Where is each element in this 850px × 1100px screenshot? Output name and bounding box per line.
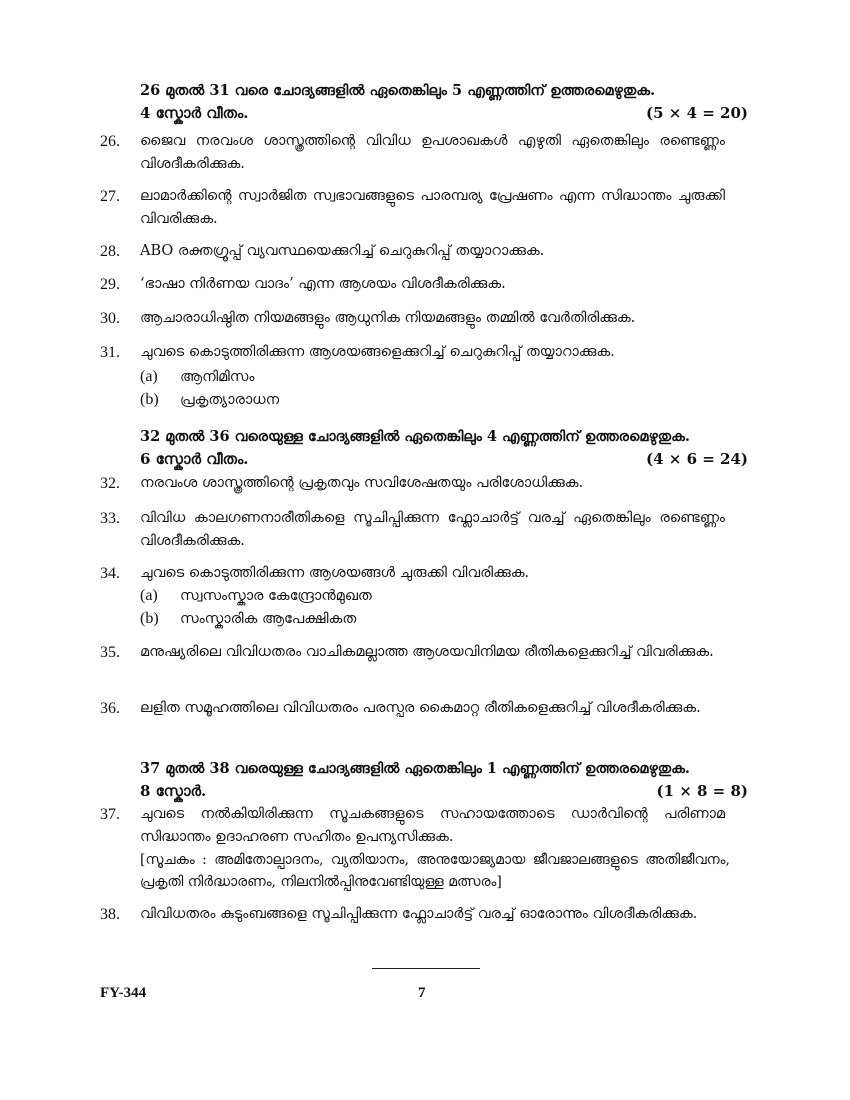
- section-2-instruction: 32 മുതൽ 36 വരെയുള്ള ചോദ്യങ്ങളിൽ ഏതെങ്കിലും 4 എണ്ണത്തിന് ഉത്തരമെഴുതുക.: [140, 428, 690, 445]
- sub-item-b: [140, 389, 700, 411]
- question-text: ജൈവ നരവംശ ശാസ്ത്രത്തിന്റെ വിവിധ ഉപശാഖകൾ എഴുതി ഏതെങ്കിലും രണ്ടെണ്ണം വിശദീകരിക്കുക.: [140, 133, 725, 172]
- question-number: 33.: [100, 510, 120, 527]
- section-2-total: (4 × 6 = 24): [646, 450, 748, 468]
- question-number: 34.: [100, 565, 120, 582]
- sub-item-a: [140, 585, 700, 607]
- question-text: നരവംശ ശാസ്ത്രത്തിന്റെ പ്രകൃതവും സവിശേഷതയും പരിശോധിക്കുക.: [140, 475, 584, 491]
- section-3-marks: 8 സ്കോർ.: [140, 782, 207, 800]
- sub-item-text: സംസ്കാരിക ആപേക്ഷികത: [180, 611, 357, 627]
- question-text: ചുവടെ കൊടുത്തിരിക്കുന്ന ആശയങ്ങളെക്കുറിച്ച് ചെറുകുറിപ്പ് തയ്യാറാക്കുക.: [140, 344, 615, 360]
- sub-item-b: [140, 608, 700, 630]
- sub-item-label: (a): [140, 368, 158, 385]
- question-number: 38.: [100, 906, 120, 923]
- question-number: 29.: [100, 276, 120, 293]
- question-text: വിവിധ കാലഗണനാരീതികളെ സൂചിപ്പിക്കുന്ന ഫ്ലോചാർട്ട് വരച്ച് ഏതെങ്കിലും രണ്ടെണ്ണം വിശദീകരിക്കുക.: [140, 510, 725, 549]
- question-text: ലളിത സമൂഹത്തിലെ വിവിധതരം പരസ്പര കൈമാറ്റ രീതികളെക്കുറിച്ച് വിശദീകരിക്കുക.: [140, 700, 701, 716]
- question-text: മനുഷ്യരിലെ വിവിധതരം വാചികമല്ലാത്ത ആശയവിനിമയ രീതികളെക്കുറിച്ച് വിവരിക്കുക.: [140, 644, 714, 660]
- question-number: 32.: [100, 475, 120, 492]
- section-3-heading: [140, 758, 748, 802]
- question-number: 31.: [100, 344, 120, 361]
- section-1-total: (5 × 4 = 20): [646, 104, 748, 122]
- question-number: 26.: [100, 133, 120, 150]
- sub-item-label: (b): [140, 610, 159, 627]
- sub-item-label: (b): [140, 391, 159, 408]
- footer-divider: [372, 968, 480, 969]
- question-number: 28.: [100, 243, 120, 260]
- question-text: ചുവടെ കൊടുത്തിരിക്കുന്ന ആശയങ്ങൾ ചുരുക്കി വിവരിക്കുക.: [140, 565, 530, 581]
- paper-code: FY-344: [100, 985, 147, 1001]
- sub-item-a: [140, 366, 700, 388]
- question-text: ലാമാർക്കിന്റെ സ്വാർജിത സ്വഭാവങ്ങളുടെ പാരമ്പര്യ പ്രേഷണം എന്ന സിദ്ധാന്തം ചുരുക്കി വിവരിക്കുക.: [140, 188, 725, 227]
- question-number: 36.: [100, 700, 120, 717]
- section-1-heading: [140, 80, 748, 124]
- question-number: 27.: [100, 188, 120, 205]
- page-number: 7: [418, 985, 426, 1001]
- question-text: ABO രക്തഗ്രൂപ്പ് വ്യവസ്ഥയെക്കുറിച്ച് ചെറുകുറിപ്പ് തയ്യാറാക്കുക.: [140, 243, 545, 259]
- sub-item-text: പ്രകൃത്യാരാധന: [180, 392, 280, 408]
- section-2-marks: 6 സ്കോർ വീതം.: [140, 450, 249, 468]
- sub-item-text: ആനിമിസം: [180, 369, 255, 385]
- question-number: 35.: [100, 644, 120, 661]
- sub-item-label: (a): [140, 587, 158, 604]
- section-1-marks: 4 സ്കോർ വീതം.: [140, 104, 249, 122]
- question-number: 30.: [100, 310, 120, 327]
- section-3-instruction: 37 മുതൽ 38 വരെയുള്ള ചോദ്യങ്ങളിൽ ഏതെങ്കിലും 1 എണ്ണത്തിന് ഉത്തരമെഴുതുക.: [140, 760, 690, 777]
- section-1-instruction: 26 മുതൽ 31 വരെ ചോദ്യങ്ങളിൽ ഏതെങ്കിലും 5 എണ്ണത്തിന് ഉത്തരമെഴുതുക.: [140, 82, 656, 99]
- sub-item-text: സ്വസംസ്കാര കേന്ദ്രോൻമുഖത: [180, 588, 372, 604]
- section-3-total: (1 × 8 = 8): [656, 782, 748, 800]
- section-2-heading: [140, 426, 748, 470]
- question-number: 37.: [100, 806, 120, 823]
- question-text: ആചാരാധിഷ്ഠിത നിയമങ്ങളും ആധുനിക നിയമങ്ങളും തമ്മിൽ വേർതിരിക്കുക.: [140, 310, 636, 326]
- question-text: വിവിധതരം കുടുംബങ്ങളെ സൂചിപ്പിക്കുന്ന ഫ്ലോചാർട്ട് വരച്ച് ഓരോന്നും വിശദീകരിക്കുക.: [140, 906, 698, 922]
- question-text: ചുവടെ നൽകിയിരിക്കുന്ന സൂചകങ്ങളുടെ സഹായത്തോടെ ഡാർവിന്റെ പരിണാമ സിദ്ധാന്തം ഉദാഹരണ സഹിതം ഉപന്യസിക്കുക.: [140, 806, 725, 845]
- hint-text: [സൂചകം : അമിതോല്പാദനം, വ്യതിയാനം, അനുയോജ്യമായ ജീവജാലങ്ങളുടെ അതിജീവനം, പ്രകൃതി നിർദ്ധാരണം, നിലനിൽപ്പിനുവേണ്ടിയുള്ള മത്സരം]: [140, 852, 730, 890]
- question-text: ‘ഭാഷാ നിർണയ വാദം’ എന്ന ആശയം വിശദീകരിക്കുക.: [140, 276, 506, 292]
